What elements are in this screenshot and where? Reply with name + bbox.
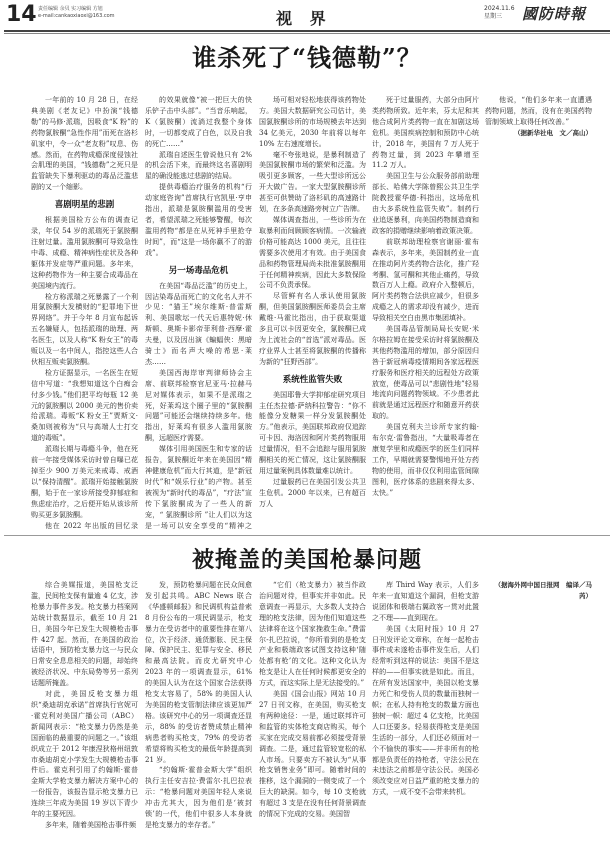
section-title: 视 界 — [276, 9, 332, 28]
article-2-column-3 — [259, 580, 366, 838]
subheading: 系统性监管失败 — [282, 374, 343, 385]
paragraph: 毫不夸张地说，是暴利制造了美国氯胺酮市场的繁荣和泛滥。为吸引更多顾客，一些大型诊所远公开大做广告。一家大型氯胺酮诊所甚至可供赞助了洛杉矶的高速路计划，在多条高速路旁树立广告牌。 — [259, 150, 366, 214]
paragraph: 媒体引用美国医生和专家的话报告，氯胺酮近年来在美国因“精神健康危机”而大行其道，是“新冠时代”和“娱乐行业”的产物。甚至被视为“新时代的毒品”，“疗法”宣传下氯胺酮成为了一些人的新宠，“ 氯胺酮诊所 ”让人们以为这是一场可以安全享受的“精神之 — [145, 445, 252, 530]
subheading: 另一场毒品危机 — [168, 265, 229, 276]
paragraph: 美国毒品管制局局长安妮·米尔格拉姆在接受采访时将氯胺酮及其他药物滥用的增加，部分原因归咎于新冠病毒疫情期间各家远程医疗服务和医疗相关的远程处方政策放宽，使毒品可以“悲剧性地”轻易地流向问题药物领域。不少患者此前就是通过远程医疗和随意开药获取的。 — [372, 325, 479, 421]
article-2-column-4 — [372, 580, 479, 838]
paragraph: 尽管鲜有名人承认使用氯胺酮，但美国氯胺酮医师委员会主席戴维·马霍比指出，由于获取渠道多且可以卡因更安全，氯胺酮已成为上流社会的“首选”派对毒品。医疗业界人士甚至将氯胺酮的传播称为新的“狂野西部”。 — [259, 292, 366, 366]
paragraph: 提供毒瘾治疗服务的机构“行动家庭咨询”首席执行官凯里·亨申指出，派瑞是氯胺酮滥用的受害者，希望派瑞之死能够警醒，每次滥用药物“都是在从死神手里抢夺时间”，而“这是一场你赢不了的游戏”。 — [145, 183, 252, 257]
contact-line: e-mail:cankaoxiaoxi@163.com — [38, 13, 115, 19]
paragraph: 美国卫生与公众服务部前助理部长、哈佛大学陈曾熙公共卫生学院教授霍华德·科指出，这场危机由大多系统性监管失败”。制药行业追逐暴利，向美国药物制造商和政客的捐赠继续影响着政策决策。 — [372, 172, 479, 235]
paragraph: 媒体调查指出，一些诊所为在取暴利而间顾顾客病情。一次输液价格可能高达 1000 美元，且往往需要多次使用才有效。由于美国食品和药物管理局尚未批准氯胺酮用于任何精神疾病，因此大多数保险公司不负责承保。 — [259, 215, 366, 290]
article-1-column-5 — [485, 95, 592, 530]
article-1-column-3 — [259, 95, 366, 530]
article-2-column-5 — [485, 580, 592, 838]
byline-credit: （据海外网中国日报网 编译／马芮） — [494, 581, 592, 600]
date-text: 2024.11.6 — [484, 5, 515, 12]
header-rule-thin — [4, 33, 610, 34]
editor-info — [38, 6, 115, 20]
page-number: 14 — [6, 2, 37, 27]
newspaper-logo: 國防時報 — [522, 5, 587, 23]
paragraph: 多年来，随着美国枪击事件频 — [45, 820, 136, 829]
paragraph: 美国耶鲁大学抑郁症研究项目主任杰拉德·萨纳科拉警告：“你不能像分发糖果一样分发氯胺酮处方。”他表示，美国联邦政府仅追踪可卡因、海洛因和阿片类药物服用过量情况，但不会追踪与服用氯胺酮相关的死亡情况，这让氯胺酮服用过量案例具体数量难以统计。 — [259, 390, 366, 475]
paragraph: 检方称派瑞之死暴露了一个利用氯胺酮大发横财的“犯罪地下世界网络”。并于今年 8 月宣布起诉五名嫌疑人，包括派瑞的助理、两名医生，以及人称“K 粉女王”的毒贩以及一名中间人，指控这些人合伙相互贩卖氯胺酮。 — [31, 292, 138, 366]
paragraph: 美国西海岸审判律师协会主席、前联邦检察官尼亚马·拉赫马尼对媒体表示，如果不是派瑞之死，好莱坞这个圈子里的“氯胺酮问题”可能还会继续持续多年。他指出，好莱坞有很多人滥用氯胺酮，远超医疗需要。 — [145, 368, 252, 443]
article-1-column-4 — [372, 95, 479, 530]
paragraph: 美国《太阳时报》10 月 27 日刊发评论文章称，在每一起枪击事件或未遂枪击事件发生后，人们经常听到这样的说法：美国不是这样的——但事实就是如此。而且，在所有发达国家中，美国以枪支暴力死亡和受伤人员的数量而独树一帜；在私人持有枪支的数量方面也独树一帜：超过 4 亿支枪，比美国人口还要多。轻易获得枪支是美国生活的一部分，人们还必须面对一个不愉快的事实——并非所有的枪都是负责任的持枪者，守法公民在未违法之前都是守法公民。美国必须改变应对日益严重的枪支暴力的方式，一成不变不会带来转机。 — [372, 624, 479, 797]
paragraph: “约翰斯·霍普金斯大学”组织执行主任安吉拉·费雷尔·扎巴拉表示：“枪暴问题对美国年轻人来说冲击尤其大，因为他们是‘被封锁’的一代，他们中很多人本身就是枪支暴力的幸存者。” — [145, 766, 252, 829]
paragraph: 发，预防枪暴问题在民众间愈发引起共鸣。ABC News 联合《华盛顿邮报》和民调机构益普索 8 月份公布的一项民调显示，枪支暴力在受访者中的重要性排在第八位，次于经济、通货膨胀、民主保障、保护民主、犯罪与安全、移民和最高法院。而皮尤研究中心 2023 年的一项调查显示，61% 的美国人认为在这个国家合法获得枪支太容易了，58% 的美国人认为美国的枪支管制法律应该更加严格。该研究中心的另一项调查还显示，88% 的受访者赞成禁止精神病患者购买枪支，79% 的受访者希望将购买枪支的最低年龄提高到 21 岁。 — [145, 581, 252, 764]
paragraph: 库 Third Way 表示，人们多年来一直知道这个漏洞，但枪支游说团体和极端右翼政客一贯对此置之不理——直到现在。 — [372, 581, 479, 622]
paragraph: 根据美国检方公布的调查记录，年仅 54 岁的派瑞死于氯胺酮注射过量。滥用氯胺酮可导致急性中毒、成瘾、精神病性症状及各种躯体并发症等严重问题。多年来，这种药物作为一种主要合成毒品在美国境内流行。 — [31, 216, 138, 290]
header-rule — [4, 30, 610, 32]
article-2-column-2 — [145, 580, 252, 838]
paragraph: 他说，“他们多年来一直遭遇药物问题，然而，没有在美国药物管制领域上取得任何改善。” — [485, 96, 592, 126]
weekday-text: 星期三 — [484, 13, 503, 20]
article-divider — [4, 535, 610, 536]
paragraph: 在美国“毒品泛滥”的历史上，因沾染毒品而死亡的文化名人并不少见：“猫王”埃尔维斯·普雷斯利、美国歌坛一代天后惠特妮·休斯顿、奥斯卡影帝菲利普·西摩·霍夫曼，以及因出演《蝙蝠侠：黑暗骑士》而名声大噪的希思·莱杰…… — [145, 281, 252, 366]
paragraph: 过量服药已在美国引发公共卫生危机。2000 年以来，已有超百万人 — [259, 477, 366, 508]
paragraph: 派瑞长期与毒瘾斗争，他在死前一年接受媒体采访时曾自曝已花掉至少 900 万美元来戒毒、戒酒以“保持清醒”。派瑞开始接触氯胺酮，始于在一家诊所接受抑郁症和焦虑症治疗，之后便开始从该诊所购买更多氯胺酮。 — [31, 445, 138, 519]
paragraph: 死于过量服药，大部分由阿片类药物所致。近年来，芬太尼和其他合成阿片类药物一直在加剧这场危机。美国疾病控制和预防中心统计，2018 年，美国有 7 万人死于药物过量，到 2023 年攀增至 11.2 万人。 — [372, 96, 479, 170]
article-1-column-2 — [145, 95, 252, 530]
issue-date — [484, 5, 515, 21]
paragraph: 前联邦助理检察官谢丽·霍布森表示，多年来，美国制药业一直在推动阿片类药物合法化，推广羟考酮、氢可酮和其他止痛药，导致数百万人上瘾。政府介入整顿后，阿片类药物合法供应减少，但很多成瘾之人的需求却没有减少，进而导致相关空白由黑市集团填补。 — [372, 237, 479, 323]
paragraph: 对此，美国反枪支暴力组织“桑迪胡克承诺”首席执行官妮可·霍克利对美国广播公司（ABC）新闻网表示：“枪支暴力仍然是美国面临的最重要的问题之一。”该组织成立于 2012 年康涅狄格州纽敦市桑迪胡克小学发生大规模枪击事件后。霍克利引用了约翰斯·霍普金斯大学枪支暴力解决方案中心的一份报告，该报告显示枪支暴力已连续三年成为美国 19 岁以下青少年的主要死因。 — [31, 690, 138, 819]
subheading: 喜剧明星的悲剧 — [54, 200, 115, 211]
paragraph: 派瑞自述医生曾说他只有 2% 的机会活下来，而最终这名喜剧明星的确没能逃过悲剧的结局。 — [145, 150, 252, 181]
article-2-headline: 被掩盖的美国枪暴问题 — [191, 547, 422, 573]
byline-credit: （据新华社电 文／高山） — [514, 128, 592, 137]
article-2-column-1 — [31, 580, 138, 838]
paragraph: 的效果就像“被一把巨大的快乐铲子击中头部”。“当音乐响起，K（氯胺酮）流淌过我整个身体时，一切都变成了白色，以及自我的死亡……” — [145, 96, 252, 148]
paragraph: 一年前的 10 月 28 日，在经典美剧《老友记》中扮演“钱德勒”的马修·派瑞，因吸食“K 粉”的药物氯胺酮“急性作用”而死在洛杉矶家中，令一众“老友粉”叹息、伤感。然而，在药物成瘾深度侵蚀社会肌理的美国，“钱德勒”之死只是监管缺失下暴利驱动的毒品泛滥悲剧的又一个缩影。 — [31, 96, 138, 192]
article-1-headline: 谁杀死了“钱德勒”？ — [192, 43, 422, 72]
paragraph: 检方证据显示，一名医生在短信中写道：“我想知道这个白痴会付多少钱。”他们把平均每瓶 12 美元的氯胺酮以 2000 美元的售价卖给派瑞。毒贩“K 粉女王”贾斯文·桑加则被称为“只与高端人士打交道的毒贩”。 — [31, 368, 138, 443]
paragraph: “它们（枪支暴力）被当作政治问题对待，但事实并非如此。民意调查一再显示，大多数人支持合理的枪支法律，因为他们知道这些法律将在这个国家挽救生命。”费雷尔-扎巴拉说，“你所看到的是枪支产业和极端政客试图支持这种‘随处都有枪’的文化。这种文化认为枪支是让人在任何时候都更安全的方式，而这实际上是无法接受的。” — [259, 581, 366, 688]
paragraph: 他在 2022 年出版的回忆录 — [45, 521, 138, 530]
editor-line: 责任编辑 余贝 实习编辑 方旭 — [38, 6, 103, 12]
paragraph: 美国克利夫兰诊所专家约翰·布尔克·雷鲁指出，“大量吸毒者在康复学里和成瘾医学的医生们同样工作，早期就需要警惕地开处方药物的使用，而非仅仅利用监管间隙图利，医疗体系的悲剧来得太多、太快。” — [372, 423, 479, 497]
article-1-column-1 — [31, 95, 138, 530]
paragraph: 综合美媒报道，美国枪支泛滥，民间枪支保有量逾 4 亿支，涉枪暴力事件多发。枪支暴力档案网站统计数据显示，截至 10 月 21 日，美国今年已发生大规模枪击事件 427 起。然而，在美国的政治话语中，预防枪支暴力这一与民众日常安全息息相关的问题，却始终被经济状况、中东局势等另一系列话题所掩盖。 — [31, 581, 138, 688]
paragraph: 美国《国会山报》网站 10 月 27 日刊文称，在美国，购买枪支有两种途径：一是，通过联邦许可和监管的实体枪支商店购买，每个买家在完成交易前都必须接受背景调查。二是，通过监管较宽松的私人市场。只要卖方不被认为“从事枪支销售业务”即可。随着时间的推移，这个漏洞的一侧变成了一个巨大的缺洞。如今，每 10 支枪就有超过 3 支是在没有任何背景调查的情况下完成的交易。美国智 — [259, 690, 366, 819]
paragraph: 场可相对轻松地获得该药物处方。美国大数据研究公司估计，美国氯胺酮诊所的市场规模去年达到 34 亿美元，2030 年前将以每年 10% 左右速度增长。 — [259, 96, 366, 148]
